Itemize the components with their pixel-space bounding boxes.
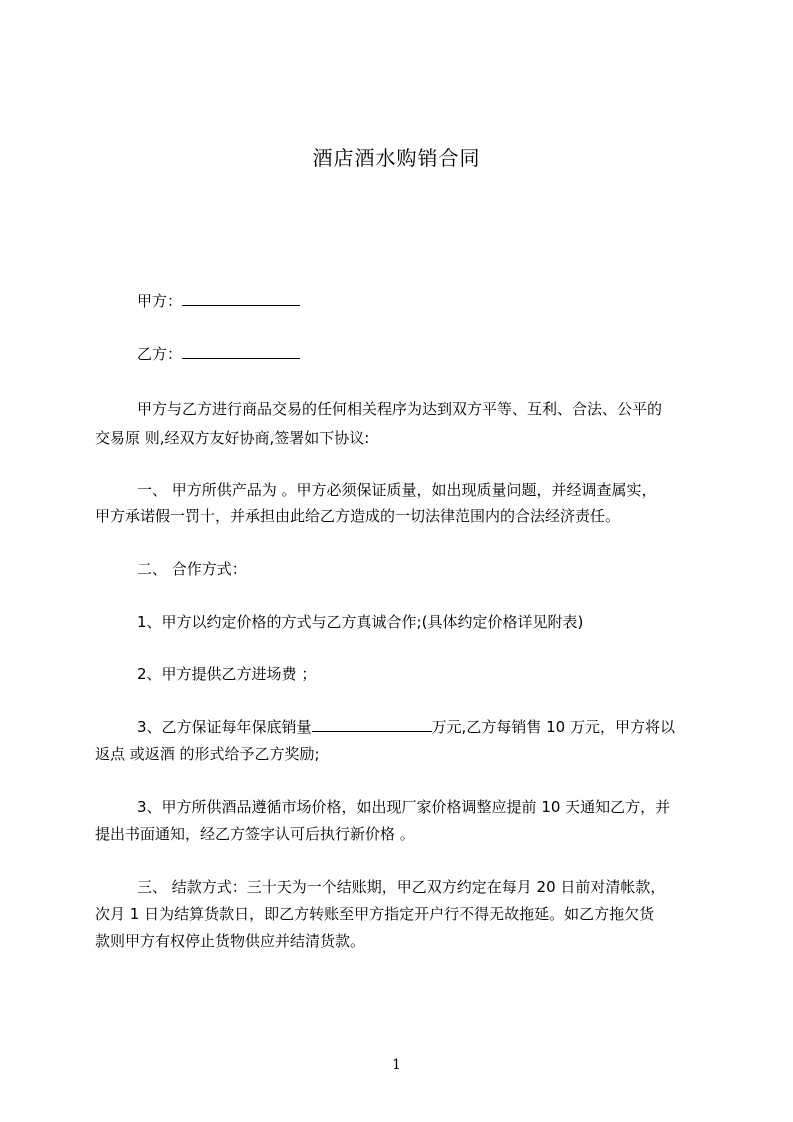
minimum-sales-blank — [312, 717, 432, 732]
clause-2-item-4-line-1: 3、甲方所供酒品遵循市场价格，如出现厂家价格调整应提前 10 天通知乙方，并 — [137, 798, 671, 816]
clause-3-line-1: 三、 结款方式：三十天为一个结账期，甲乙双方约定在每月 20 日前对清帐款， — [137, 878, 666, 896]
clause-2-item-2: 2、甲方提供乙方进场费 ； — [137, 665, 317, 683]
clause-3-line-2: 次月 1 日为结算货款日，即乙方转账至甲方指定开户行不得无故拖延。如乙方拖欠货 — [95, 905, 655, 923]
party-a-line — [137, 291, 300, 311]
party-b-blank — [182, 344, 300, 359]
clause-1-line-1: 一、 甲方所供产品为 。甲方必须保证质量，如出现质量问题，并经调查属实， — [137, 481, 657, 499]
clause-3-line-3: 款则甲方有权停止货物供应并结清货款。 — [95, 932, 366, 950]
preamble-line-2: 交易原 则,经双方友好协商,签署如下协议: — [95, 429, 370, 447]
preamble-line-1: 甲方与乙方进行商品交易的任何相关程序为达到双方平等、互利、合法、公平的 — [137, 400, 663, 418]
item-3-prefix: 3、乙方保证每年保底销量 — [137, 718, 312, 736]
clause-2-item-1: 1、甲方以约定价格的方式与乙方真诚合作;(具体约定价格详见附表) — [137, 613, 584, 631]
party-b-label: 乙方： — [137, 345, 183, 363]
party-b-line — [137, 344, 300, 364]
item-3-suffix: 万元,乙方每销售 10 万元，甲方将以 — [431, 718, 675, 736]
contract-title: 酒店酒水购销合同 — [312, 146, 481, 170]
clause-2-item-3-line-2: 返点 或返酒 的形式给予乙方奖励; — [95, 745, 320, 763]
clause-1-line-2: 甲方承诺假一罚十，并承担由此给乙方造成的一切法律范围内的合法经济责任。 — [95, 507, 621, 525]
clause-2-heading: 二、 合作方式： — [137, 560, 247, 578]
clause-2-item-4-line-2: 提出书面通知，经乙方签字认可后执行新价格 。 — [95, 825, 415, 843]
clause-2-item-3-line-1 — [137, 717, 675, 737]
party-a-label: 甲方： — [137, 292, 183, 310]
party-a-blank — [182, 291, 300, 306]
page-number: 1 — [392, 1057, 401, 1073]
